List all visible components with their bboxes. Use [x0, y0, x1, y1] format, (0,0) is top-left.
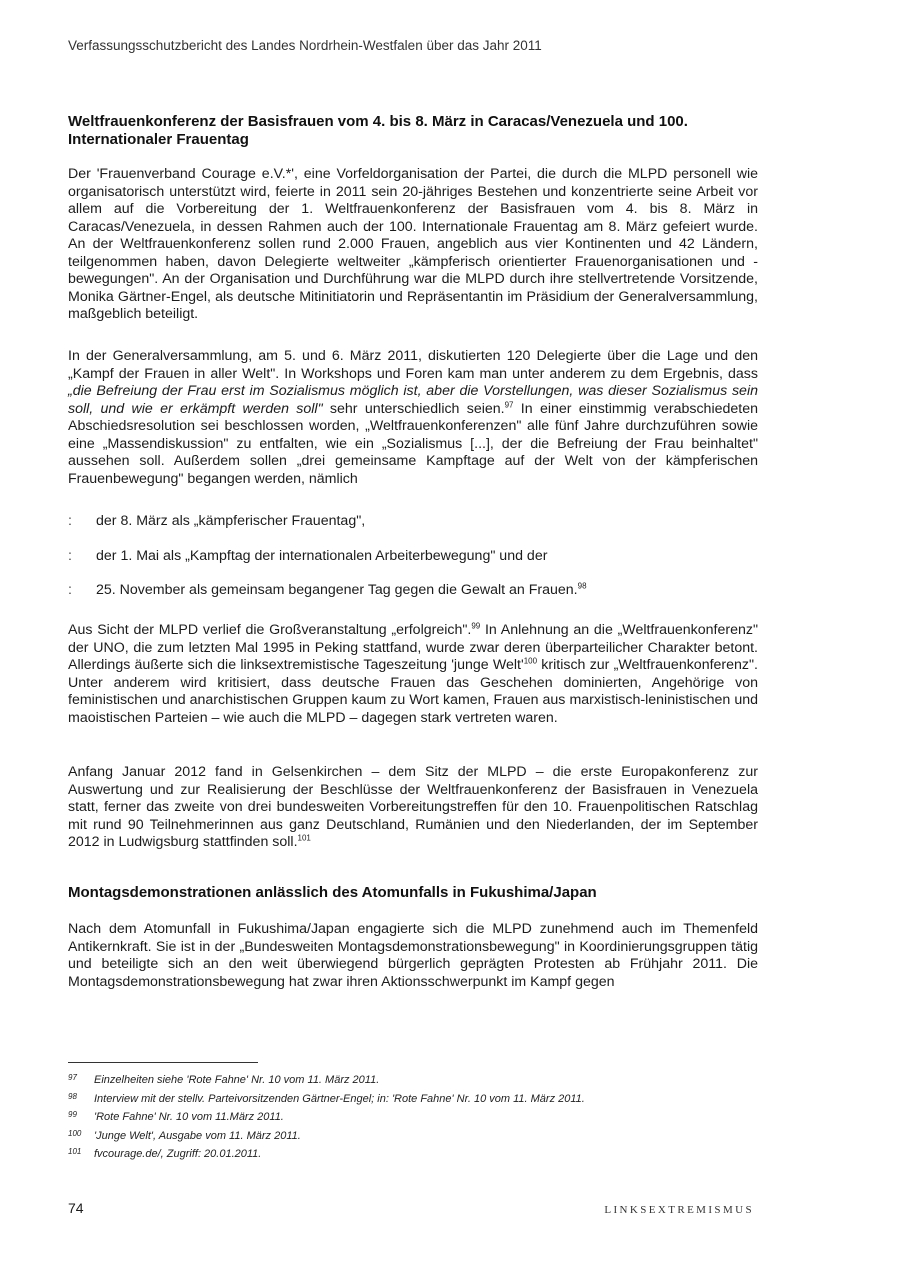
footnote-ref: 97	[504, 399, 514, 409]
paragraph: Der 'Frauenverband Courage e.V.*', eine Vorfeldorganisation der Partei, die durch die MLPD personell wie organisatorisch unterstützt wird, feierte in 2011 sein 20-jähriges Bestehen und konzentrierte seine Arbeit vor allem auf die Vorbereitung der 1. Weltfrauenkonferenz der Basisfrauen vom 4. bis 8. März in Caracas/Venezuela, in dessen Rahmen auch der 100. Internationale Frauentag am 8. März gefeiert wurde. An der Weltfrauenkonferenz sollen rund 2.000 Frauen, angeblich aus vier Kontinenten und 42 Ländern, teilgenommen haben, davon Delegierte weltweiter „kämpferisch orientierter Frauenorganisationen und -bewegungen". An der Organisation und Durchführung war die MLPD durch ihre stellvertretende Vorsitzende, Monika Gärtner-Engel, als deutsche Mitinitiatorin und Repräsentantin im Präsidium der Generalversammlung, maßgeblich beteiligt.	[68, 166, 758, 322]
footnote-text: fvcourage.de/, Zugriff: 20.01.2011.	[94, 1148, 262, 1160]
footnote-text: 'Junge Welt', Ausgabe vom 11. März 2011.	[94, 1129, 301, 1142]
page-number: 74	[68, 1200, 84, 1216]
paragraph	[68, 622, 758, 727]
section-2	[68, 884, 758, 902]
paragraph-1-block	[68, 166, 758, 324]
paragraph-3-block	[68, 622, 758, 727]
text-run: In einer einstimmig verabschiedeten Abschiedsresolution sei beschlossen worden, „Weltfrauenkonferenzen" alle fünf Jahre durchzuführen sowie eine „Massendiskussion" zu entfalten, wie ein „Sozialismus [...], der die Befreiung der Frau beinhaltet" aussehen soll. Außerdem sollen „drei gemeinsame Kampftage auf der Welt von der kämpferischen Frauenbewegung" begangen werden, nämlich	[68, 400, 758, 487]
bullet-marker: :	[68, 513, 72, 529]
footnote	[68, 1148, 768, 1161]
footnote-number: 101	[68, 1147, 82, 1156]
footnote-number: 99	[68, 1110, 77, 1119]
paragraph: Nach dem Atomunfall in Fukushima/Japan engagierte sich die MLPD zunehmend auch im Themenfeld Antikernkraft. Sie ist in der „Bundesweiten Montagsdemonstrationsbewegung" in Koordinierungsgruppen tätig und beteiligte sich an den weit überwiegend bürgerlich geprägten Protesten ab Frühjahr 2011. Die Montagsdemonstrationsbewegung hat zwar ihren Aktionsschwerpunkt im Kampf gegen	[68, 921, 758, 990]
bullet-list-block	[68, 513, 758, 617]
footnote-number: 100	[68, 1128, 82, 1138]
section-heading: Weltfrauenkonferenz der Basisfrauen vom 4. bis 8. März in Caracas/Venezuela und 100. Internationaler Frauentag	[68, 113, 688, 148]
section-1	[68, 113, 758, 149]
list-item	[68, 582, 758, 600]
list-item-text: 25. November als gemeinsam begangener Tag gegen die Gewalt an Frauen.	[96, 582, 578, 598]
section-label: LINKSEXTREMISMUS	[604, 1204, 754, 1216]
list-item-text: der 8. März als „kämpferischer Frauentag",	[96, 513, 366, 529]
footnote	[68, 1074, 768, 1087]
paragraph	[68, 764, 758, 852]
quote: „die Befreiung der Frau erst im Sozialismus möglich ist, aber die Vorstellungen, was dieser Sozialismus sein soll, und wie er erkämpft werden soll"	[68, 383, 758, 417]
list-item-text: der 1. Mai als „Kampftag der internationalen Arbeiterbewegung" und der	[96, 547, 548, 564]
bullet-marker: :	[68, 582, 72, 598]
footnote-text: Einzelheiten siehe 'Rote Fahne' Nr. 10 vom 11. März 2011.	[94, 1074, 380, 1086]
text-run: kritisch zur „Weltfrauenkonferenz". Unter anderem wird kritisiert, dass deutsche Frauen das Geschehen dominierten, Angehörige von feministischen und anarchistischen Gruppen kaum zu Wort kamen, Frauen aus marxistisch-leninistischen und maoistischen Parteien – wie auch die MLPD – dagegen stark vertreten waren.	[68, 657, 758, 726]
footnote	[68, 1130, 768, 1143]
footnote-text: 'Rote Fahne' Nr. 10 vom 11.März 2011.	[94, 1111, 284, 1123]
paragraph-5-block	[68, 921, 758, 991]
bullet-list	[68, 513, 758, 600]
section-heading: Montagsdemonstrationen anlässlich des Atomunfalls in Fukushima/Japan	[68, 884, 597, 901]
footnote-ref: 101	[297, 833, 311, 843]
footnote-text: Interview mit der stellv. Parteivorsitzenden Gärtner-Engel; in: 'Rote Fahne' Nr. 10 vom 11. März 2011.	[94, 1092, 585, 1105]
paragraph-2-block	[68, 348, 758, 488]
footnote-ref: 100	[523, 656, 538, 666]
footnote-number: 97	[68, 1073, 77, 1082]
running-header: Verfassungsschutzbericht des Landes Nordrhein-Westfalen über das Jahr 2011	[68, 38, 542, 53]
text-run: In Anlehnung an die „Weltfrauenkonferenz" der UNO, die zum letzten Mal 1995 in Peking stattfand, wurde zwar deren überparteilicher Charakter betont. Allerdings äußerte sich die linksextremistische Tageszeitung 'junge Welt'	[68, 622, 758, 673]
bullet-marker: :	[68, 547, 72, 564]
footnote-divider	[68, 1062, 258, 1063]
footnote	[68, 1111, 768, 1124]
footnote	[68, 1093, 768, 1106]
paragraph-4-block	[68, 764, 758, 852]
text-run: Anfang Januar 2012 fand in Gelsenkirchen – dem Sitz der MLPD – die erste Europakonferenz zur Auswertung und zur Realisierung der Beschlüsse der Weltfrauenkonferenz der Basisfrauen in Venezuela statt, ferner das zweite von drei bundesweiten Vorbereitungstreffen für den 10. Frauenpolitischen Ratschlag mit rund 90 Teilnehmerinnen aus ganz Deutschland, Rumänien und den Niederlanden, der im September 2012 in Ludwigsburg stattfinden soll.	[68, 764, 758, 850]
list-item	[68, 513, 758, 531]
text-run: Aus Sicht der MLPD verlief die Großveranstaltung „erfolgreich".	[68, 622, 472, 638]
footnote-ref: 99	[471, 621, 481, 631]
footnotes	[68, 1074, 768, 1167]
paragraph	[68, 348, 758, 488]
footnote-ref: 98	[577, 581, 587, 591]
list-item	[68, 548, 758, 566]
footnote-number: 98	[68, 1091, 77, 1101]
text-run: In der Generalversammlung, am 5. und 6. März 2011, diskutierten 120 Delegierte über die Lage und den „Kampf der Frauen in aller Welt". In Workshops und Foren kam man unter anderem zu dem Ergebnis, dass	[68, 348, 758, 382]
text-run: sehr unterschiedlich seien.	[322, 400, 505, 417]
